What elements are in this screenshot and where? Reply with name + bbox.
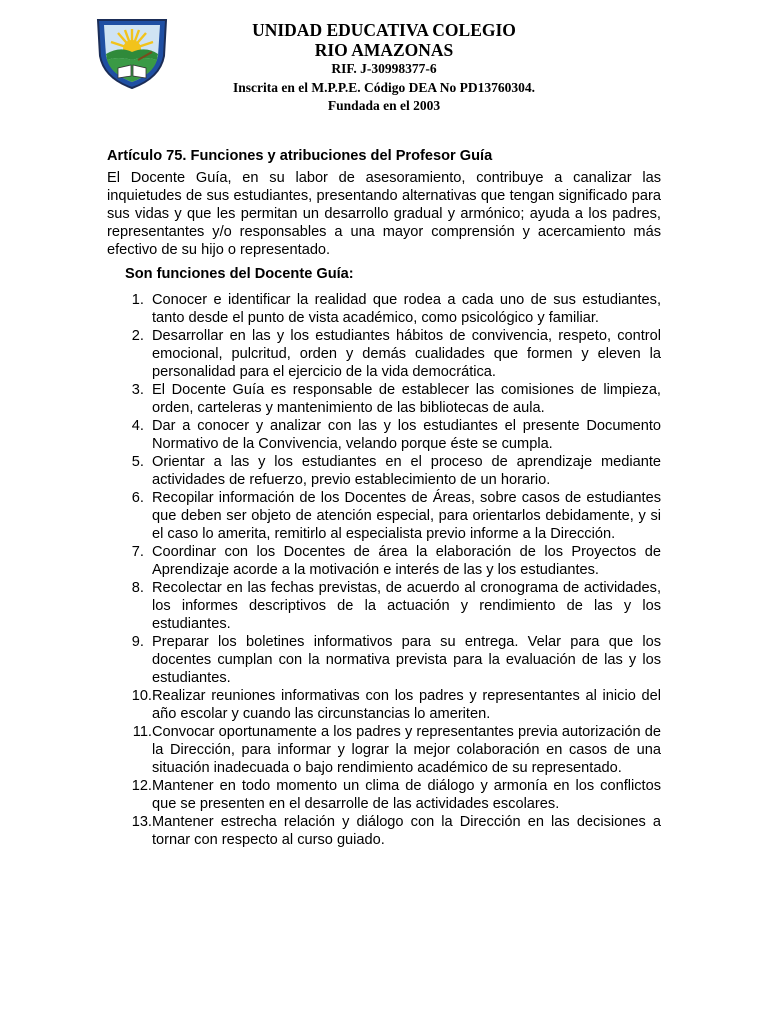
list-item-text: Recopilar información de los Docentes de Áreas, sobre casos de estudiantes que deben ser objeto de atención especial, para orientarlos debidamente, y si el caso lo amerita, remitirlo al especialista previo informe a la Dirección. [152, 490, 661, 542]
article-title: Artículo 75. Funciones y atribuciones del Profesor Guía [107, 148, 493, 164]
list-item-number: 3. [131, 382, 144, 398]
founded-year: Fundada en el 2003 [327, 98, 441, 113]
school-crest-icon [94, 16, 170, 90]
list-item-text: Mantener en todo momento un clima de diálogo y armonía en los conflictos que se presenten en el desarrolle de las actividades escolares. [152, 778, 661, 812]
list-item [107, 543, 661, 579]
list-item-text: Recolectar en las fechas previstas, de acuerdo al cronograma de actividades, los informes descriptivos de la actuación y rendimiento de las y los estudiantes. [152, 580, 661, 632]
list-item [107, 417, 661, 453]
article-paragraph: El Docente Guía, en su labor de asesoramiento, contribuye a canalizar las inquietudes de sus estudiantes, presentando alternativas que tengan significado para sus vidas y que les permitan un desarrollo gradual y armónico; ayuda a los padres, representantes y/o responsables a una mayor comprensión y acercamiento más efectivo de su hijo o representado. [107, 170, 661, 258]
list-item-text: Desarrollar en las y los estudiantes hábitos de convivencia, respeto, control emocional, pulcritud, orden y demás cualidades que formen y eleven la personalidad para el ejercicio de la vida democrática. [152, 328, 661, 380]
list-item [107, 633, 661, 687]
list-item [107, 453, 661, 489]
list-item [107, 813, 661, 849]
list-item [107, 489, 661, 543]
list-item-number: 8. [131, 580, 144, 596]
rif-number: RIF. J-30998377-6 [331, 61, 437, 76]
list-item-number: 5. [131, 454, 144, 470]
list-item-number: 1. [131, 292, 144, 308]
list-item-text: Orientar a las y los estudiantes en el proceso de aprendizaje mediante actividades de refuerzo, previo establecimiento de un horario. [152, 454, 661, 488]
school-name-line2: RIO AMAZONAS [314, 40, 454, 60]
functions-subheading: Son funciones del Docente Guía: [125, 266, 354, 282]
list-item [107, 687, 661, 723]
list-item [107, 327, 661, 381]
list-item-number: 13. [131, 814, 152, 830]
list-item-text: Conocer e identificar la realidad que rodea a cada uno de sus estudiantes, tanto desde el punto de vista académico, como psicológico y familiar. [152, 292, 661, 326]
article-body [107, 147, 661, 849]
list-item-number: 11. [132, 724, 152, 740]
registration-code: Inscrita en el M.P.P.E. Código DEA No PD13760304. [232, 79, 535, 95]
list-item-number: 6. [131, 490, 144, 506]
document-header [180, 20, 588, 116]
list-item [107, 777, 661, 813]
list-item-text: Mantener estrecha relación y diálogo con la Dirección en las decisiones a tornar con respecto al curso guiado. [152, 814, 661, 848]
list-item-text: Preparar los boletines informativos para su entrega. Velar para que los docentes cumplan con la normativa prevista para la evaluación de las y los estudiantes. [152, 634, 661, 686]
list-item-text: Dar a conocer y analizar con las y los estudiantes el presente Documento Normativo de la Convivencia, velando porque éste se cumpla. [152, 418, 661, 452]
functions-list [107, 291, 661, 849]
list-item-number: 10. [131, 688, 152, 704]
list-item [107, 723, 661, 777]
list-item-number: 4. [131, 418, 144, 434]
list-item [107, 291, 661, 327]
list-item [107, 381, 661, 417]
school-name-line1: UNIDAD EDUCATIVA COLEGIO [252, 20, 516, 40]
list-item [107, 579, 661, 633]
list-item-text: El Docente Guía es responsable de establecer las comisiones de limpieza, orden, carteleras y mantenimiento de las bibliotecas de aula. [152, 382, 661, 416]
list-item-text: Realizar reuniones informativas con los padres y representantes al inicio del año escolar y cuando las circunstancias lo ameriten. [152, 688, 661, 722]
list-item-text: Convocar oportunamente a los padres y representantes previa autorización de la Dirección, para informar y lograr la mejor colaboración en casos de una situación inadecuada o bajo rendimiento académico de su representado. [152, 724, 661, 776]
list-item-number: 12. [131, 778, 152, 794]
list-item-number: 9. [131, 634, 144, 650]
list-item-text: Coordinar con los Docentes de área la elaboración de los Proyectos de Aprendizaje acorde a la motivación e interés de las y los estudiantes. [152, 544, 661, 578]
list-item-number: 2. [131, 328, 144, 344]
list-item-number: 7. [131, 544, 144, 560]
